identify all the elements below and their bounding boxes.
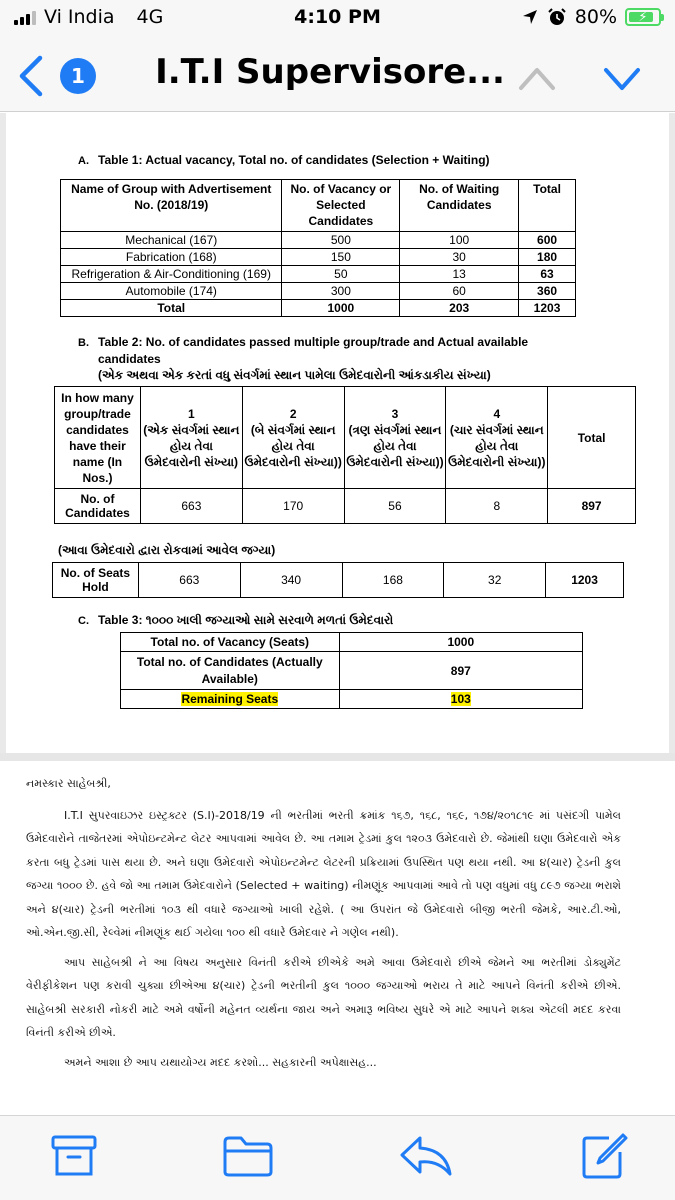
letter-body xyxy=(26,772,621,1080)
location-arrow-icon xyxy=(521,8,539,26)
table-cell: Total xyxy=(61,300,282,317)
letter-paragraph-3: અમને આશા છે આપ યથાયોગ્ય મદદ કરશો... સહકારની અપેક્ષાસહ... xyxy=(64,1055,377,1069)
table-row xyxy=(121,633,583,652)
table2-corner-header: In how many group/trade candidates have their name (In Nos.) xyxy=(55,387,141,489)
table-cell: Total no. of Vacancy (Seats) xyxy=(121,633,340,652)
table2-header xyxy=(242,387,344,489)
table-row xyxy=(53,563,624,598)
bottom-toolbar xyxy=(0,1115,675,1200)
table-cell: 60 xyxy=(400,283,519,300)
table-cell xyxy=(339,690,582,709)
table2-title-line2: candidates xyxy=(98,352,161,366)
table-cell: 168 xyxy=(342,563,444,598)
remaining-seats-label: Remaining Seats xyxy=(181,692,279,706)
table-row xyxy=(61,266,576,283)
table-total-row xyxy=(61,300,576,317)
table-cell: 13 xyxy=(400,266,519,283)
table-cell: 180 xyxy=(519,249,576,266)
table2-heading xyxy=(78,334,578,383)
alarm-icon xyxy=(547,7,567,27)
table-cell: 663 xyxy=(140,489,242,524)
status-time: 4:10 PM xyxy=(294,6,381,28)
battery-icon: ⚡ xyxy=(625,8,661,26)
table2-total-header: Total xyxy=(548,387,636,489)
table3 xyxy=(120,632,583,709)
remaining-seats-value: 103 xyxy=(450,692,471,706)
compose-button[interactable] xyxy=(574,1130,634,1182)
chevron-up-icon[interactable] xyxy=(515,60,559,96)
table1-header: Total xyxy=(519,180,576,232)
table-cell: 30 xyxy=(400,249,519,266)
table-cell: 63 xyxy=(519,266,576,283)
table-cell: 600 xyxy=(519,232,576,249)
table-cell: 50 xyxy=(282,266,400,283)
table1 xyxy=(60,179,576,317)
attachment-document[interactable] xyxy=(0,113,675,753)
move-folder-button[interactable] xyxy=(218,1130,278,1182)
table3-letter: C. xyxy=(78,615,89,627)
table-cell: 150 xyxy=(282,249,400,266)
table2-header-text: (ચાર સંવર્ગમાં સ્થાન હોય તેવા ઉમેદવારોની સંખ્યા)) xyxy=(448,422,546,469)
table-row xyxy=(55,489,636,524)
table2b-row-label: No. of Seats Hold xyxy=(53,563,139,598)
doc-edge-left xyxy=(0,113,6,753)
table2-header-num: 4 xyxy=(493,406,501,421)
table3-title: Table 3: ૧૦૦૦ ખાલી જગ્યાઓ સામે સરવાળે મળતાં ઉમેદવારો xyxy=(98,613,394,627)
nav-bar xyxy=(0,40,675,112)
table-cell: 1203 xyxy=(546,563,624,598)
table-cell: Refrigeration & Air-Conditioning (169) xyxy=(61,266,282,283)
reply-icon xyxy=(398,1134,454,1178)
table-cell: 8 xyxy=(446,489,548,524)
table1-header: No. of Waiting Candidates xyxy=(400,180,519,232)
chevron-down-icon[interactable] xyxy=(600,60,644,96)
table-cell: 663 xyxy=(138,563,240,598)
table-row xyxy=(61,232,576,249)
table1-heading xyxy=(78,153,490,167)
reply-button[interactable] xyxy=(396,1130,456,1182)
table-cell: Fabrication (168) xyxy=(61,249,282,266)
table2-header-row xyxy=(55,387,636,489)
table-cell xyxy=(121,690,340,709)
table2-subtitle: (એક અથવા એક કરતાં વધુ સંવર્ગમાં સ્થાન પામેલા ઉમેદવારોની આંકડાકીય સંખ્યા) xyxy=(98,368,491,382)
network-label: 4G xyxy=(136,6,164,28)
table-cell: 56 xyxy=(344,489,446,524)
table2-header-num: 3 xyxy=(391,406,399,421)
compose-icon xyxy=(579,1132,629,1180)
status-right xyxy=(521,6,661,28)
table1-title: Table 1: Actual vacancy, Total no. of candidates (Selection + Waiting) xyxy=(98,153,490,167)
table2-header xyxy=(344,387,446,489)
table2b-subtitle: (આવા ઉમેદવારો દ્વારા રોકવામાં આવેલ જગ્યા) xyxy=(58,543,276,557)
unread-badge[interactable]: 1 xyxy=(60,58,96,94)
letter-paragraph-2: આપ સાહેબશ્રી ને આ વિષય અનુસાર વિનંતી કરીએ છીએકે અમે આવા ઉમેદવારો છીએ જેમને આ ભરતીમાં ડોક્યુમેંટ વેરીફીકેશન પણ કરાવી ચુક્યા છીએઆ ૪(ચાર) ટ્રેડની ભરતીની કુલ ૧૦૦૦ જગ્યાઓ ભરાય તે માટે આપને વિનંતી કરીએ છીએ. સાહેબશ્રી સરકારી નોકરી માટે અમે વર્ષોની મહેનત વ્યર્થના જાય અને અમારૂ ભવિષ્ય સુધરે એ માટે આપને શક્ય એટલી મદદ કરવા વિનંતી કરીએ છીએ. xyxy=(26,955,621,1039)
table2 xyxy=(54,386,636,524)
table-cell: 1000 xyxy=(282,300,400,317)
table2-title: Table 2: No. of candidates passed multiple group/trade and Actual available xyxy=(98,335,529,349)
table-cell: 32 xyxy=(444,563,546,598)
table-cell: 500 xyxy=(282,232,400,249)
letter-greeting: નમસ્કાર સાહેબશ્રી, xyxy=(26,777,111,790)
archive-icon xyxy=(50,1134,98,1178)
table-row xyxy=(61,283,576,300)
table-row xyxy=(121,652,583,690)
table-cell: 170 xyxy=(242,489,344,524)
table2-header xyxy=(140,387,242,489)
battery-percent: 80% xyxy=(574,6,617,28)
table-cell: 897 xyxy=(339,652,582,690)
table1-header: Name of Group with Advertisement No. (2018/19) xyxy=(61,180,282,232)
back-chevron-icon[interactable] xyxy=(14,54,50,98)
table3-heading xyxy=(78,613,393,628)
table2-header-text: (બે સંવર્ગમાં સ્થાન હોય તેવા ઉમેદવારોની સંખ્યા)) xyxy=(244,422,342,469)
table2b xyxy=(52,562,624,598)
table-cell: Total no. of Candidates (Actually Available) xyxy=(121,652,340,690)
table-cell: 1000 xyxy=(339,633,582,652)
letter-paragraph-1: I.T.I સુપરવાઇઝર ઇસ્ટ્રક્ટર (S.I)-2018/19 ની ભરતીમાં ભરતી ક્રમાંક ૧૬૭, ૧૬૮, ૧૬૯, ૧૭૪/૨૦૧૮૧૯ માં પસંદગી પામેલ ઉમેદવારોને તાજેતરમાં એપોઇન્ટમેન્ટ લેટર આપવામાં આવેલ છે. આ તમામ ટ્રેડમાં કુલ ૧૨૦૩ ઉમેદવારો છે. જેમાંથી ઘણા ઉમેદવારો એક કરતા બધુ ટ્રેડમાં પાસ થયા છે. અને ઘણા ઉમેદવારો એપોઇન્ટમેન્ટ લેટરની પ્રક્રિયામાં ઉપસ્થિત પણ થયા નથી. આ ૪(ચાર) ટ્રેડની કુલ જગ્યા ૧૦૦૦ છે. હવે જો આ તમામ ઉમેદવારોને (Selected + waiting) નીમણૂંક આપવામાં આવે તો પણ વધુમાં વધુ ૮૯૭ જગ્યા ભરાશે અને ૪(ચાર) ટ્રેડની ભરતીમાં ૧૦૩ થી વધારે જગ્યાઓ ખાલી રહેશે. ( આ ઉપરાંત જે ઉમેદવારો બીજી ભરતી જેમકે, આર.ટી.ઓ, ઓ.એન.જી.સી, રેલ્વેમાં નીમણૂંક થઈ ગયેલા ૧૦૦ થી વધારે ઉમેદવાર ને ગણેલ નથી). xyxy=(26,808,621,939)
table-cell: 897 xyxy=(548,489,636,524)
status-bar xyxy=(0,0,675,40)
table2-header-num: 2 xyxy=(289,406,297,421)
page-title: I.T.I Supervisore... xyxy=(155,52,505,92)
table2-header-text: (એક સંવર્ગમાં સ્થાન હોય તેવા ઉમેદવારોની સંખ્યા) xyxy=(143,422,240,469)
table-cell: 360 xyxy=(519,283,576,300)
folder-icon xyxy=(221,1134,275,1178)
table1-header: No. of Vacancy or Selected Candidates xyxy=(282,180,400,232)
table-cell: 300 xyxy=(282,283,400,300)
table1-header-row xyxy=(61,180,576,232)
archive-button[interactable] xyxy=(44,1130,104,1182)
table1-letter: A. xyxy=(78,155,89,167)
table-cell: 1203 xyxy=(519,300,576,317)
doc-edge-right xyxy=(669,113,675,753)
table2-row-label: No. of Candidates xyxy=(55,489,141,524)
table2-letter: B. xyxy=(78,337,89,349)
table2-header-text: (ત્રણ સંવર્ગમાં સ્થાન હોય તેવા ઉમેદવારોની સંખ્યા)) xyxy=(346,422,444,469)
table-cell: Mechanical (167) xyxy=(61,232,282,249)
table-row xyxy=(121,690,583,709)
divider xyxy=(0,753,675,761)
carrier-label: Vi India xyxy=(44,6,115,28)
table-cell: 340 xyxy=(240,563,342,598)
table-cell: 100 xyxy=(400,232,519,249)
table-cell: Automobile (174) xyxy=(61,283,282,300)
table2-header xyxy=(446,387,548,489)
table-row xyxy=(61,249,576,266)
table-cell: 203 xyxy=(400,300,519,317)
table2-header-num: 1 xyxy=(188,406,195,421)
